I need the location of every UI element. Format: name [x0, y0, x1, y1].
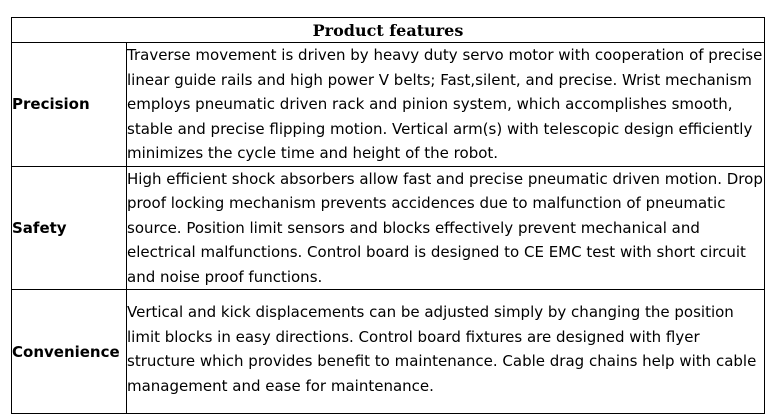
- feature-description-convenience: Vertical and kick displacements can be adjusted simply by changing the position limit blocks in easy directions. Control board fixtures are designed with flyer structure which provides benefit to maintenance. Cable drag chains help with cable management and ease for maintenance.: [127, 290, 765, 414]
- table-row-safety: [12, 166, 765, 290]
- table-row-precision: [12, 43, 765, 167]
- feature-label-precision: Precision: [12, 43, 127, 167]
- product-features-table: [11, 17, 765, 414]
- feature-description-safety: High efficient shock absorbers allow fast and precise pneumatic driven motion. Drop proof locking mechanism prevents accidences due to malfunction of pneumatic source. Position limit sensors and blocks effectively prevent mechanical and electrical malfunctions. Control board is designed to CE EMC test with short circuit and noise proof functions.: [127, 166, 765, 290]
- feature-label-convenience: Convenience: [12, 290, 127, 414]
- feature-label-safety: Safety: [12, 166, 127, 290]
- table-title: Product features: [12, 18, 765, 43]
- feature-description-precision: Traverse movement is driven by heavy duty servo motor with cooperation of precise linear guide rails and high power V belts; Fast,silent, and precise. Wrist mechanism employs pneumatic driven rack and pinion system, which accomplishes smooth, stable and precise flipping motion. Vertical arm(s) with telescopic design efficiently minimizes the cycle time and height of the robot.: [127, 43, 765, 167]
- table-row-convenience: [12, 290, 765, 414]
